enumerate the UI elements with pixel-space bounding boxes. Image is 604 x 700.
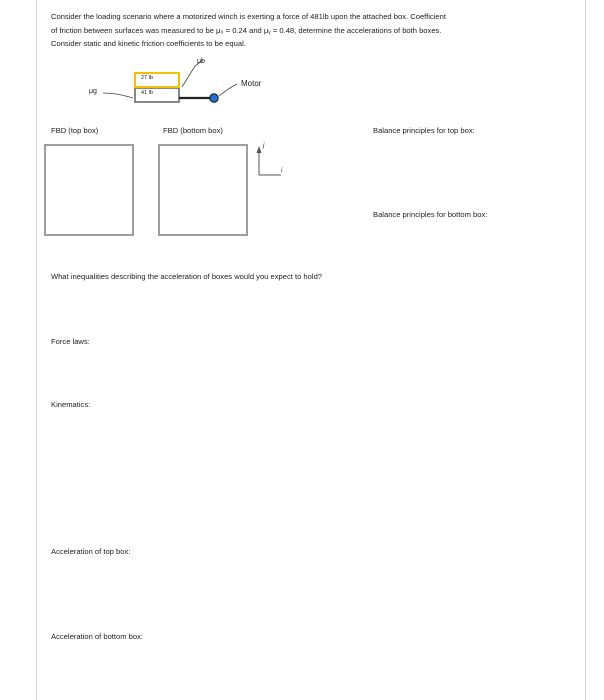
top-box-weight: 27 lb <box>141 75 153 81</box>
mu-ground-label: μg <box>89 88 97 95</box>
ground-friction-leader <box>103 93 133 98</box>
motor-leader <box>219 84 237 96</box>
problem-line-1: Consider the loading scenario where a motorized winch is exerting a force of 481lb upon the attached box. Coefficient <box>51 12 446 21</box>
problem-line-2: of friction between surfaces was measured to be μ₀ = 0.24 and μᵧ = 0.48, determine the accelerations of both boxes. <box>51 25 442 35</box>
acceleration-bottom-label: Acceleration of bottom box: <box>51 632 144 641</box>
motor-label: Motor <box>241 79 262 88</box>
motor-icon <box>210 94 218 102</box>
fbd-top-label: FBD (top box) <box>51 126 99 135</box>
j-axis-arrowhead <box>257 146 262 153</box>
force-laws-label: Force laws: <box>51 337 90 346</box>
bottom-box-weight: 41 lb <box>141 90 153 96</box>
worksheet-page <box>36 0 586 700</box>
balance-bottom-label: Balance principles for bottom box: <box>373 210 488 219</box>
axis-j-label: j <box>263 142 265 149</box>
loading-scenario-diagram <box>37 0 585 125</box>
balance-top-label: Balance principles for top box: <box>373 126 475 135</box>
inequalities-question: What inequalities describing the acceleration of boxes would you expect to hold? <box>51 272 323 281</box>
mu-box-label: μb <box>197 58 205 65</box>
acceleration-top-label: Acceleration of top box: <box>51 547 131 556</box>
fbd-top-box[interactable] <box>44 144 134 236</box>
problem-line-3: Consider static and kinetic friction coefficients to be equal. <box>51 39 246 48</box>
axis-i-label: i <box>281 167 283 174</box>
coordinate-axes <box>251 142 291 182</box>
fbd-bottom-box[interactable] <box>158 144 248 236</box>
kinematics-label: Kinematics: <box>51 400 91 409</box>
fbd-bottom-label: FBD (bottom box) <box>163 126 223 135</box>
